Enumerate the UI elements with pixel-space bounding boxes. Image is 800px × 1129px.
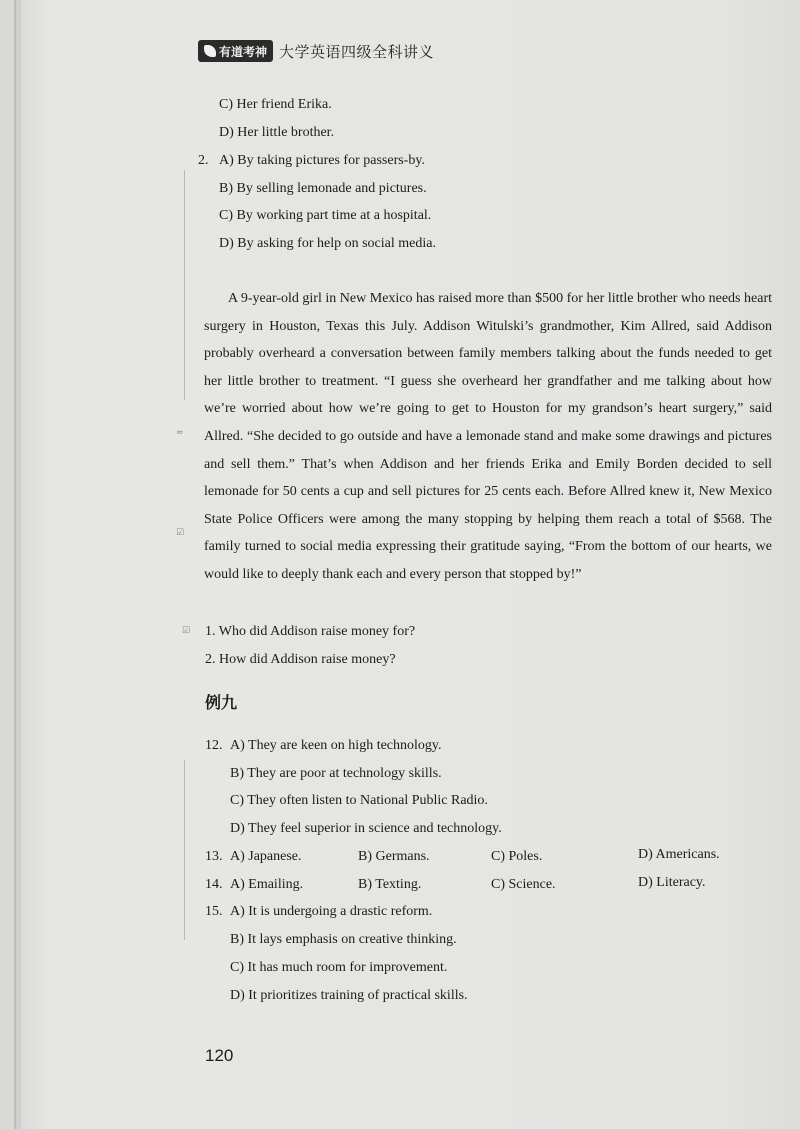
page-edge: [19, 0, 21, 1129]
question-2: 2. How did Addison raise money?: [205, 652, 396, 667]
question-number: 15.: [205, 904, 223, 919]
option-c: C) Her friend Erika.: [219, 97, 332, 112]
question-1: 1. Who did Addison raise money for?: [205, 624, 416, 639]
margin-mark: ☑: [176, 528, 185, 538]
section-title: 例九: [205, 693, 238, 712]
logo-icon: [204, 45, 216, 57]
page-edge: [14, 0, 16, 1129]
option-a: A) Japanese.: [230, 849, 302, 864]
option-c: C) Science.: [491, 877, 556, 892]
option-d: D) Her little brother.: [219, 125, 335, 140]
option-a: A) Emailing.: [230, 877, 304, 892]
bleed-through-line: [184, 170, 185, 400]
option-c: C) Poles.: [491, 849, 543, 864]
logo-text: 有道考神: [219, 44, 268, 59]
option-c: C) They often listen to National Public Radio.: [230, 793, 488, 808]
book-title: 大学英语四级全科讲义: [279, 42, 435, 61]
option-b: B) It lays emphasis on creative thinking.: [230, 932, 457, 947]
option-a: A) By taking pictures for passers-by.: [219, 153, 425, 168]
option-c: C) By working part time at a hospital.: [219, 208, 432, 223]
passage: [204, 285, 772, 589]
option-c: C) It has much room for improvement.: [230, 960, 448, 975]
publisher-logo: [198, 40, 273, 62]
page-number: 120: [205, 1046, 234, 1065]
option-d: D) Americans.: [638, 847, 720, 862]
option-b: B) They are poor at technology skills.: [230, 766, 442, 781]
question-number: 13.: [205, 849, 223, 864]
option-b: B) By selling lemonade and pictures.: [219, 181, 427, 196]
question-number: 2.: [198, 153, 209, 168]
option-d: D) Literacy.: [638, 875, 706, 890]
margin-mark: ≈: [176, 428, 184, 438]
question-number: 14.: [205, 877, 223, 892]
option-a: A) They are keen on high technology.: [230, 738, 442, 753]
page-header: [198, 40, 434, 62]
passage-text: A 9-year-old girl in New Mexico has raised more than $500 for her little brother who needs heart surgery in Houston, Texas this July. Addison Witulski’s grandmother, Kim Allred, said Addison probably overheard a conversation between family members talking about the funds needed to get her little brother to treatment. “I guess she overheard her grandfather and me talking about how we’re worried about how we’re going to get to Houston for my grandson’s heart surgery,” said Allred. “She decided to go outside and have a lemonade stand and make some drawings and pictures and sell them.” That’s when Addison and her friends Erika and Emily Borden decided to sell lemonade for 50 cents a cup and sell pictures for 25 cents each. Before Allred knew it, New Mexico State Police Officers were among the many stopping by helping them reach a total of $568. The family turned to social media expressing their gratitude saying, “From the bottom of our hearts, we would like to deeply thank each and every person that stopped by!”: [204, 291, 772, 582]
option-d: D) They feel superior in science and technology.: [230, 821, 502, 836]
option-b: B) Texting.: [358, 877, 422, 892]
option-d: D) It prioritizes training of practical skills.: [230, 988, 468, 1003]
option-b: B) Germans.: [358, 849, 430, 864]
margin-mark: ☑: [182, 626, 191, 636]
bleed-through-line: [184, 760, 185, 940]
option-a: A) It is undergoing a drastic reform.: [230, 904, 433, 919]
option-d: D) By asking for help on social media.: [219, 236, 436, 251]
question-number: 12.: [205, 738, 223, 753]
